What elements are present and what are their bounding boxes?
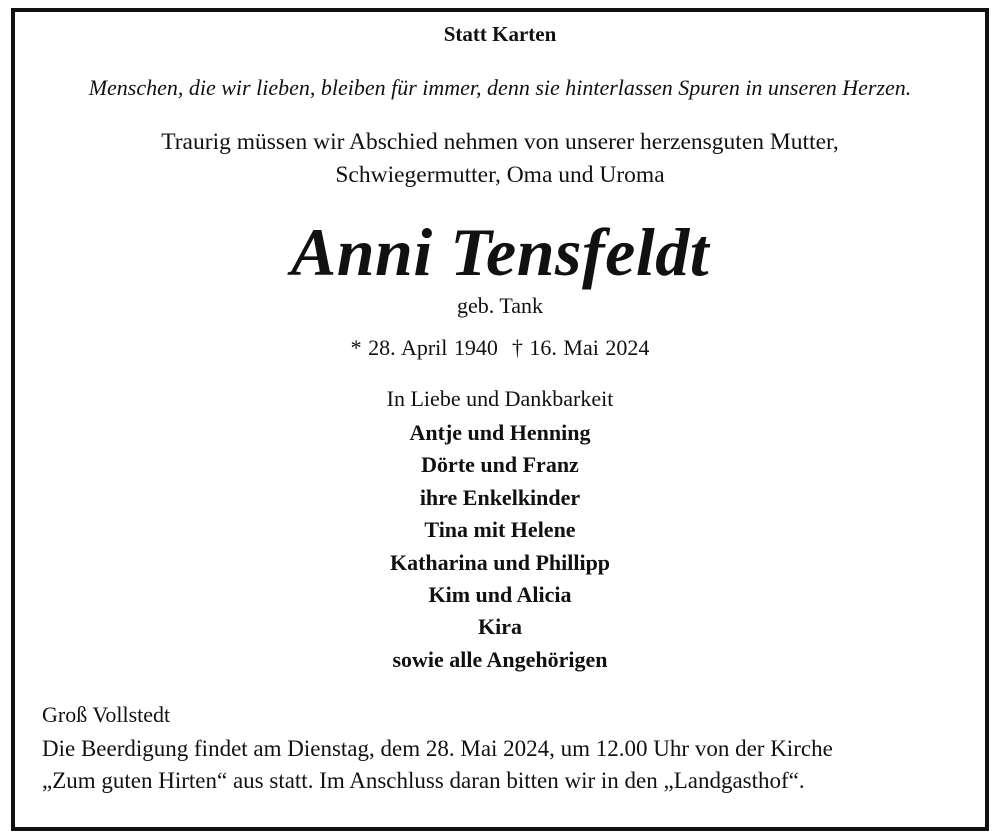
intro-line: Traurig müssen wir Abschied nehmen von unserer herzensguten Mutter,	[161, 129, 839, 155]
funeral-line: „Zum guten Hirten“ aus statt. Im Anschluss daran bitten wir in den „Landgasthof“.	[42, 768, 805, 793]
death-date: † 16. Mai 2024	[511, 335, 650, 360]
signer: Dörte und Franz	[421, 452, 579, 478]
intro-line: Schwiegermutter, Oma und Uroma	[335, 162, 665, 188]
signer: Kim und Alicia	[428, 581, 572, 607]
intro-text	[15, 126, 985, 192]
funeral-line: Die Beerdigung findet am Dienstag, dem 28. Mai 2024, um 12.00 Uhr von der Kirche	[42, 736, 833, 761]
signers-list	[15, 417, 985, 676]
signer: Tina mit Helene	[424, 517, 576, 543]
birth-date: * 28. April 1940	[350, 335, 498, 360]
signer: Katharina und Phillipp	[389, 549, 611, 575]
signer: Antje und Henning	[409, 420, 591, 445]
deceased-name: Anni Tensfeldt	[290, 214, 710, 290]
signer: ihre Enkelkinder	[419, 484, 581, 510]
header-statt-karten: Statt Karten	[443, 22, 557, 46]
memorial-quote: Menschen, die wir lieben, bleiben für immer, denn sie hinterlassen Spuren in unseren Herzen.	[88, 75, 912, 100]
thanks-line: In Liebe und Dankbarkeit	[386, 386, 614, 411]
signer: sowie alle Angehörigen	[392, 646, 608, 672]
signer: Kira	[478, 614, 522, 640]
funeral-info	[42, 733, 833, 797]
life-dates	[15, 335, 985, 361]
obituary-frame	[11, 8, 989, 831]
place-name: Groß Vollstedt	[42, 702, 171, 727]
birth-name: geb. Tank	[456, 293, 544, 318]
